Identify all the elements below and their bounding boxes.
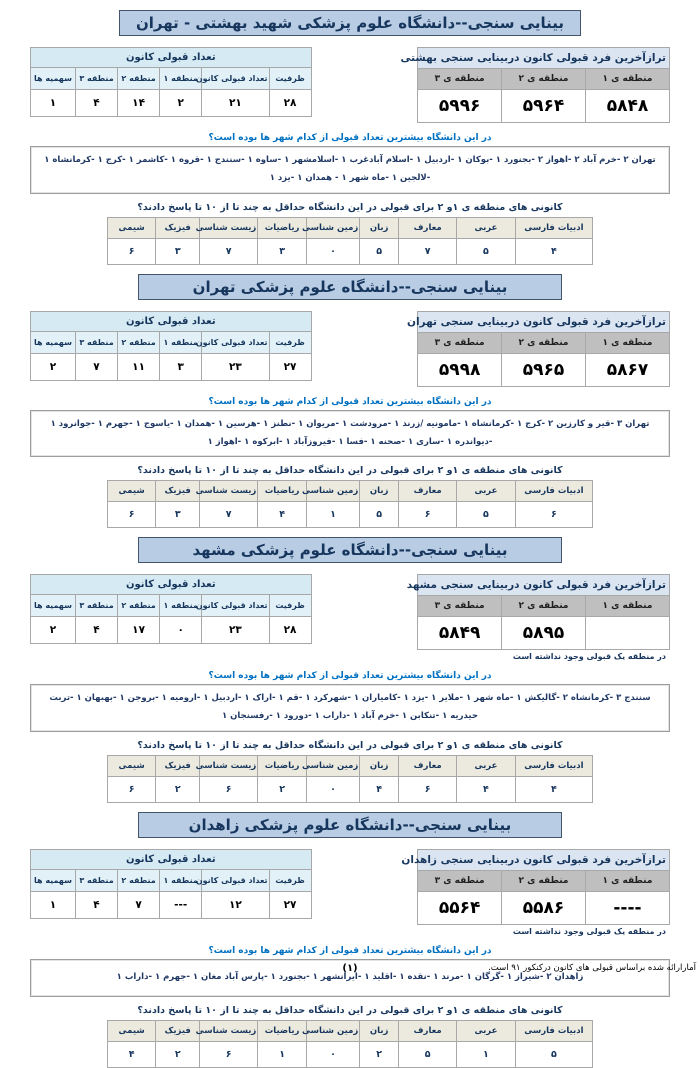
subject-header-literature: ادبیات فارسی xyxy=(515,481,593,502)
subject-header-chemistry: شیمی xyxy=(107,1021,156,1042)
subject-header-physics: فیزیک xyxy=(156,1021,200,1042)
subject-header-religion: معارف xyxy=(399,217,457,238)
count-value-region1: ۳ xyxy=(160,353,202,380)
taraz-value-region3: ۵۵۶۴ xyxy=(418,892,502,925)
subject-value-geology: ۱ xyxy=(306,502,359,528)
count-table-title: تعداد قبولی کانون xyxy=(31,311,312,331)
taraz-value-region1: ۵۸۴۸ xyxy=(585,90,669,123)
subject-value-math: ۲ xyxy=(258,777,307,803)
subject-value-literature: ۵ xyxy=(515,1042,593,1068)
subject-header-arabic: عربی xyxy=(457,1021,515,1042)
count-value-region2: ۱۱ xyxy=(118,353,160,380)
subject-header-math: ریاضیات xyxy=(258,756,307,777)
university-section xyxy=(30,812,670,1068)
taraz-value-region1: ---- xyxy=(585,892,669,925)
page-number: (۱) xyxy=(342,963,358,974)
no-region1-admission-note: در منطقه یک قبولی وجود نداشته است xyxy=(512,652,666,662)
subject-value-religion: ۵ xyxy=(399,1042,457,1068)
count-header-region1: منطقه ۱ xyxy=(160,870,202,892)
admission-count-table xyxy=(30,849,312,919)
subject-value-physics: ۲ xyxy=(156,1042,200,1068)
count-header-quota: سهمیه ها xyxy=(31,595,76,617)
subject-header-literature: ادبیات فارسی xyxy=(515,756,593,777)
subject-scores-table xyxy=(107,755,593,803)
footer-note: آمارارائه شده براساس قبولی های کانون درکنکور ۹۱ است. xyxy=(488,963,696,973)
taraz-header-region3: منطقه ی ۳ xyxy=(418,596,502,617)
count-header-capacity: ظرفیت xyxy=(269,68,311,90)
section-title: بینایی سنجی--دانشگاه علوم پزشکی زاهدان xyxy=(138,812,562,838)
cities-list xyxy=(30,410,670,458)
taraz-value-region1 xyxy=(585,617,669,650)
taraz-table-title: ترازآخرین فرد قبولی کانون دربینایی سنجی بهشتی xyxy=(418,48,670,69)
university-section xyxy=(30,10,670,265)
subject-value-chemistry: ۴ xyxy=(107,1042,156,1068)
admission-count-table xyxy=(30,311,312,381)
count-value-region1: ۲ xyxy=(160,90,202,117)
count-value-region3: ۴ xyxy=(75,892,117,919)
subject-value-biology: ۶ xyxy=(200,1042,258,1068)
taraz-header-region3: منطقه ی ۳ xyxy=(418,332,502,353)
subject-value-literature: ۴ xyxy=(515,777,593,803)
subject-value-physics: ۳ xyxy=(156,238,200,264)
subject-value-language: ۲ xyxy=(360,1042,399,1068)
count-value-region2: ۱۷ xyxy=(118,617,160,644)
subject-value-math: ۴ xyxy=(258,502,307,528)
min-answers-question: کانونی های منطقه ی ۱و ۲ برای قبولی در این دانشگاه حداقل به چند تا از ۱۰ تا پاسخ دادند؟ xyxy=(137,465,563,477)
last-admitted-score-table xyxy=(400,47,670,123)
count-value-capacity: ۲۸ xyxy=(269,617,311,644)
taraz-value-region3: ۵۸۴۹ xyxy=(418,617,502,650)
count-header-capacity: ظرفیت xyxy=(269,595,311,617)
subject-header-math: ریاضیات xyxy=(258,481,307,502)
subject-header-biology: زیست شناسی xyxy=(200,481,258,502)
subject-value-language: ۵ xyxy=(360,502,399,528)
subject-header-physics: فیزیک xyxy=(156,217,200,238)
taraz-value-region2: ۵۵۸۶ xyxy=(502,892,586,925)
cities-list xyxy=(30,684,670,732)
taraz-value-region2: ۵۹۶۴ xyxy=(502,90,586,123)
count-value-total: ۲۳ xyxy=(202,353,269,380)
last-admitted-score-table xyxy=(406,311,670,387)
count-header-capacity: ظرفیت xyxy=(269,331,311,353)
subject-value-geology: ۰ xyxy=(306,238,359,264)
count-header-total: تعداد قبولی کانون xyxy=(202,68,269,90)
subject-header-geology: زمین شناسی xyxy=(306,1021,359,1042)
count-header-region1: منطقه ۱ xyxy=(160,331,202,353)
taraz-value-region1: ۵۸۶۷ xyxy=(585,353,669,386)
count-value-capacity: ۲۷ xyxy=(269,353,311,380)
subject-header-language: زبان xyxy=(360,217,399,238)
last-admitted-score-table xyxy=(406,574,670,650)
subject-header-geology: زمین شناسی xyxy=(306,481,359,502)
subject-header-math: ریاضیات xyxy=(258,217,307,238)
taraz-value-region2: ۵۹۶۵ xyxy=(502,353,586,386)
count-value-region1: ۰ xyxy=(160,617,202,644)
count-value-capacity: ۲۷ xyxy=(269,892,311,919)
subject-header-religion: معارف xyxy=(399,1021,457,1042)
taraz-table-title: ترازآخرین فرد قبولی کانون دربینایی سنجی تهران xyxy=(418,311,670,332)
count-header-quota: سهمیه ها xyxy=(31,331,76,353)
subject-value-math: ۱ xyxy=(258,1042,307,1068)
subject-value-physics: ۲ xyxy=(156,777,200,803)
taraz-header-region2: منطقه ی ۲ xyxy=(502,332,586,353)
subject-header-religion: معارف xyxy=(399,756,457,777)
min-answers-question: کانونی های منطقه ی ۱و ۲ برای قبولی در این دانشگاه حداقل به چند تا از ۱۰ تا پاسخ دادند؟ xyxy=(137,740,563,752)
subject-header-physics: فیزیک xyxy=(156,481,200,502)
taraz-header-region1: منطقه ی ۱ xyxy=(585,871,669,892)
taraz-header-region3: منطقه ی ۳ xyxy=(418,871,502,892)
admission-count-table xyxy=(30,574,312,644)
section-title: بینایی سنجی--دانشگاه علوم پزشکی مشهد xyxy=(138,537,562,563)
taraz-value-region3: ۵۹۹۸ xyxy=(418,353,502,386)
cities-list-text: تهران ۲ -خرم آباد ۲ -اهواز ۲ -بجنورد ۱ -بوکان ۱ -اردبیل ۱ -اسلام آبادغرب ۱ -اسلامشهر ۱ -ساوه ۱ -سنندج ۱ -قروه ۱ -کاشمر ۱ -کرج ۱ -کرمانشاه ۱ -لالجین ۱ -ماه شهر ۱ - همدان ۱ -یزد ۱ xyxy=(44,155,656,183)
count-value-region3: ۴ xyxy=(75,617,117,644)
cities-list-text: زاهدان ۲ -شیراز ۱ -گرگان ۱ -مرند ۱ -نقده ۱ -اقلید ۱ -ایرانشهر ۱ -بجنورد ۱ -پارس آباد مغان ۱ -جهرم ۱ -داراب ۱ xyxy=(116,972,584,983)
subject-header-biology: زیست شناسی xyxy=(200,756,258,777)
cities-question: در این دانشگاه بیشترین تعداد قبولی از کدام شهر ها بوده است؟ xyxy=(208,671,492,682)
subject-value-math: ۳ xyxy=(258,238,307,264)
count-header-region2: منطقه ۲ xyxy=(118,595,160,617)
subject-header-biology: زیست شناسی xyxy=(200,217,258,238)
subject-value-physics: ۳ xyxy=(156,502,200,528)
subject-value-chemistry: ۶ xyxy=(107,238,156,264)
subject-scores-table xyxy=(107,217,593,265)
subject-value-literature: ۴ xyxy=(515,238,593,264)
subject-value-arabic: ۵ xyxy=(457,502,515,528)
subject-header-arabic: عربی xyxy=(457,756,515,777)
subject-header-arabic: عربی xyxy=(457,481,515,502)
subject-value-arabic: ۱ xyxy=(457,1042,515,1068)
count-header-region2: منطقه ۲ xyxy=(118,68,160,90)
cities-list-text: تهران ۳ -قیر و کارزین ۲ -کرج ۱ -کرمانشاه ۱ -مامونیه /زرند ۱ -مرودشت ۱ -مریوان ۱ -نطنز ۱ -هرسین ۱ -همدان ۱ -یاسوج ۱ -جهرم ۱ -جوانرود ۱ -دیواندره ۱ -ساری ۱ -صحنه ۱ -فسا ۱ -فیروزآباد ۱ -ابرکوه ۱ -اهواز ۱ xyxy=(50,418,650,447)
count-value-total: ۲۱ xyxy=(202,90,269,117)
count-value-quota: ۲ xyxy=(31,353,76,380)
count-value-region3: ۷ xyxy=(75,353,117,380)
university-section xyxy=(30,537,670,803)
count-value-total: ۱۲ xyxy=(202,892,269,919)
taraz-header-region2: منطقه ی ۲ xyxy=(502,69,586,90)
cities-question: در این دانشگاه بیشترین تعداد قبولی از کدام شهر ها بوده است؟ xyxy=(208,133,492,143)
subject-value-language: ۴ xyxy=(360,777,399,803)
subject-value-chemistry: ۶ xyxy=(107,502,156,528)
subject-value-religion: ۶ xyxy=(399,777,457,803)
count-header-total: تعداد قبولی کانون xyxy=(202,331,269,353)
subject-header-biology: زیست شناسی xyxy=(200,1021,258,1042)
summary-tables-row xyxy=(30,311,670,387)
subject-header-language: زبان xyxy=(360,481,399,502)
subject-value-geology: ۰ xyxy=(306,777,359,803)
subject-header-geology: زمین شناسی xyxy=(306,217,359,238)
subject-value-literature: ۶ xyxy=(515,502,593,528)
count-header-total: تعداد قبولی کانون xyxy=(202,870,269,892)
count-table-title: تعداد قبولی کانون xyxy=(31,48,312,68)
count-header-region2: منطقه ۲ xyxy=(118,870,160,892)
count-header-region3: منطقه ۳ xyxy=(75,595,117,617)
subject-header-physics: فیزیک xyxy=(156,756,200,777)
count-table-title: تعداد قبولی کانون xyxy=(31,850,312,870)
subject-value-arabic: ۵ xyxy=(457,238,515,264)
subject-header-language: زبان xyxy=(360,1021,399,1042)
count-value-region1: --- xyxy=(160,892,202,919)
count-header-region1: منطقه ۱ xyxy=(160,68,202,90)
taraz-table-title: ترازآخرین فرد قبولی کانون دربینایی سنجی زاهدان xyxy=(418,850,670,871)
subject-header-math: ریاضیات xyxy=(258,1021,307,1042)
page-footer xyxy=(0,963,700,979)
cities-list xyxy=(30,146,670,194)
count-header-region2: منطقه ۲ xyxy=(118,331,160,353)
subject-scores-table xyxy=(107,480,593,528)
taraz-header-region1: منطقه ی ۱ xyxy=(585,332,669,353)
subject-header-arabic: عربی xyxy=(457,217,515,238)
subject-scores-table xyxy=(107,1020,593,1068)
min-answers-question: کانونی های منطقه ی ۱و ۲ برای قبولی در این دانشگاه حداقل به چند تا از ۱۰ تا پاسخ دادند؟ xyxy=(137,1005,563,1017)
count-value-total: ۲۳ xyxy=(202,617,269,644)
section-title: بینایی سنجی--دانشگاه علوم پزشکی تهران xyxy=(138,274,562,300)
count-value-quota: ۱ xyxy=(31,90,76,117)
cities-question: در این دانشگاه بیشترین تعداد قبولی از کدام شهر ها بوده است؟ xyxy=(208,946,492,957)
subject-header-literature: ادبیات فارسی xyxy=(515,1021,593,1042)
summary-tables-row xyxy=(30,47,670,123)
subject-value-religion: ۶ xyxy=(399,502,457,528)
subject-header-geology: زمین شناسی xyxy=(306,756,359,777)
last-admitted-score-table xyxy=(401,849,670,925)
subject-value-chemistry: ۶ xyxy=(107,777,156,803)
subject-header-chemistry: شیمی xyxy=(107,756,156,777)
summary-tables-row xyxy=(30,849,670,936)
subject-header-chemistry: شیمی xyxy=(107,481,156,502)
count-value-capacity: ۲۸ xyxy=(269,90,311,117)
admission-count-table xyxy=(30,47,312,117)
count-header-capacity: ظرفیت xyxy=(269,870,311,892)
taraz-header-region1: منطقه ی ۱ xyxy=(585,69,669,90)
taraz-header-region3: منطقه ی ۳ xyxy=(418,69,502,90)
university-section xyxy=(30,274,670,529)
count-header-region3: منطقه ۳ xyxy=(75,331,117,353)
count-header-region3: منطقه ۳ xyxy=(75,68,117,90)
section-title: بینایی سنجی--دانشگاه علوم پزشکی شهید بهشتی - تهران xyxy=(119,10,581,36)
count-header-quota: سهمیه ها xyxy=(31,68,76,90)
subject-value-geology: ۰ xyxy=(306,1042,359,1068)
count-header-region1: منطقه ۱ xyxy=(160,595,202,617)
subject-header-language: زبان xyxy=(360,756,399,777)
taraz-value-region3: ۵۹۹۶ xyxy=(418,90,502,123)
count-value-region2: ۱۴ xyxy=(118,90,160,117)
count-value-quota: ۱ xyxy=(31,892,76,919)
subject-header-literature: ادبیات فارسی xyxy=(515,217,593,238)
min-answers-question: کانونی های منطقه ی ۱و ۲ برای قبولی در این دانشگاه حداقل به چند تا از ۱۰ تا پاسخ دادند؟ xyxy=(137,201,563,213)
count-header-quota: سهمیه ها xyxy=(31,870,76,892)
taraz-header-region2: منطقه ی ۲ xyxy=(502,871,586,892)
taraz-header-region2: منطقه ی ۲ xyxy=(502,596,586,617)
summary-tables-row xyxy=(30,574,670,661)
cities-list-text: سنندج ۳ -کرمانشاه ۲ -گالیکش ۱ -ماه شهر ۱ -ملایر ۱ -یزد ۱ -کامیاران ۱ -شهرکرد ۱ -قم ۱ -اراک ۱ -اردبیل ۱ -ارومیه ۱ -بروجن ۱ -بهبهان ۱ -تربت حیدریه ۱ -تنکابن ۱ -خرم آباد ۱ -داراب ۱ -دورود ۱ -رفسنجان ۱ xyxy=(49,693,651,722)
subject-header-religion: معارف xyxy=(399,481,457,502)
subject-value-religion: ۷ xyxy=(399,238,457,264)
count-header-total: تعداد قبولی کانون xyxy=(202,595,269,617)
count-header-region3: منطقه ۳ xyxy=(75,870,117,892)
subject-value-biology: ۶ xyxy=(200,777,258,803)
subject-value-biology: ۷ xyxy=(200,238,258,264)
taraz-table-title: ترازآخرین فرد قبولی کانون دربینایی سنجی مشهد xyxy=(418,575,670,596)
count-value-region3: ۴ xyxy=(75,90,117,117)
count-value-region2: ۷ xyxy=(118,892,160,919)
count-value-quota: ۲ xyxy=(31,617,76,644)
cities-question: در این دانشگاه بیشترین تعداد قبولی از کدام شهر ها بوده است؟ xyxy=(208,396,492,407)
subject-value-biology: ۷ xyxy=(200,502,258,528)
subject-value-arabic: ۴ xyxy=(457,777,515,803)
subject-value-language: ۵ xyxy=(360,238,399,264)
count-table-title: تعداد قبولی کانون xyxy=(31,575,312,595)
subject-header-chemistry: شیمی xyxy=(107,217,156,238)
no-region1-admission-note: در منطقه یک قبولی وجود نداشته است xyxy=(512,927,666,937)
taraz-header-region1: منطقه ی ۱ xyxy=(585,596,669,617)
taraz-value-region2: ۵۸۹۵ xyxy=(502,617,586,650)
